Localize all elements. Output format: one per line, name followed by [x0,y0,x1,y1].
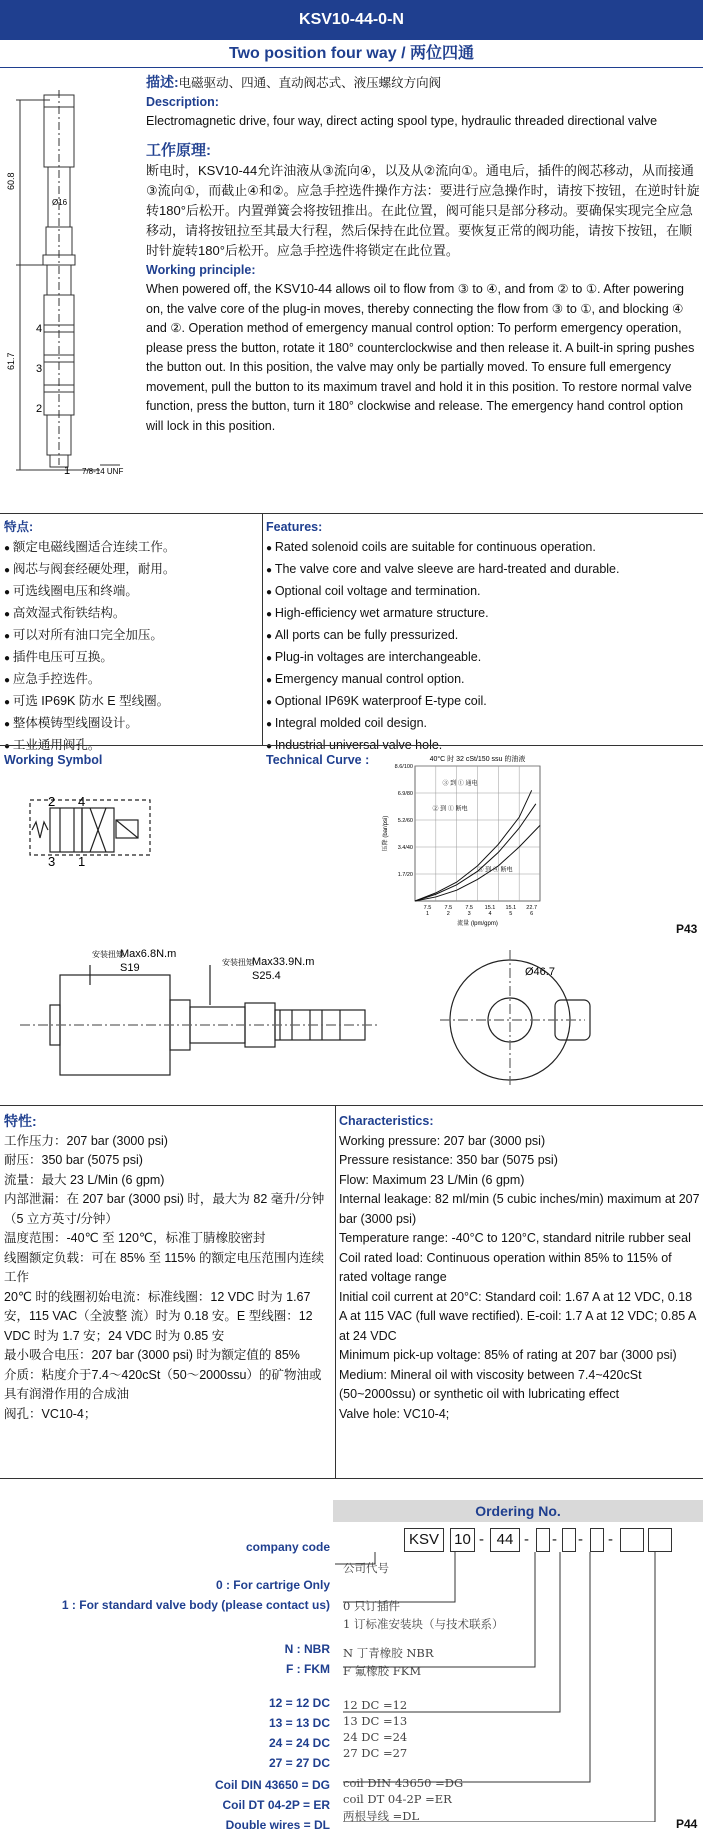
port-4-label: 4 [36,323,43,335]
spec-line: Temperature range: -40°C to 120°C, standard nitrile rubber seal [339,1231,691,1245]
page-number-p44: P44 [676,1817,698,1831]
chart-series-label: ② 到 ① 断电 [432,806,468,813]
specs-cn [4,1112,332,1424]
port-2-label: 2 [36,403,43,415]
seal-n-cn: N 丁青橡胶 NBR [343,1646,434,1660]
symbol-port-3: 3 [48,854,56,869]
chart-x-tick-label: 6 [530,911,534,917]
company-code-label: company code [245,1540,330,1554]
symbol-port-1: 1 [78,854,86,869]
dia-46-label: Ø46.7 [525,966,555,978]
list-item: ● Optional coil voltage and termination. [266,581,701,603]
chart-x-axis-label: 流量 (lpm/gpm) [457,921,498,927]
chart-y-tick-label: 8.6/100 [394,764,413,770]
dia-label: Ø16 [52,198,68,207]
torque1-label: 安装扭矩 [92,950,124,959]
spec-line: 内部泄漏：在 207 bar (3000 psi) 时，最大为 82 毫升/分钟（5 立方英寸/分钟） [4,1192,325,1226]
spec-line: Valve hole: VC10-4; [339,1406,450,1421]
coil-er-cn: coil DT 04-2P =ER [343,1792,452,1806]
voltage-12-label: 12 = 12 DC [268,1696,330,1710]
code-sep: - [524,1531,529,1548]
code-sep: - [479,1531,484,1548]
features-en [266,518,701,757]
voltage-27-label: 27 = 27 DC [268,1756,330,1770]
code-slot-2 [562,1528,576,1552]
voltage-13-label: 13 = 13 DC [268,1716,330,1730]
symbol-port-2: 2 [48,794,56,809]
cartridge-dimension-drawing [0,70,140,480]
spec-line: 阀孔：VC10-4； [4,1406,97,1421]
list-item: ● 可以对所有油口完全加压。 [4,625,259,647]
list-item: ● Industrial universal valve hole. [266,735,701,757]
specs-cn-title: 特性: [4,1113,37,1129]
code-ksv: KSV [404,1528,444,1552]
list-item: ● High-efficiency wet armature structure. [266,603,701,625]
technical-curve-chart [375,752,555,932]
dim-bottom-label: 61.7 [6,352,16,370]
voltage-13-cn: 13 DC =13 [343,1714,408,1728]
torque2-label: 安装扭矩 [222,958,254,967]
description-en-label: Description: [146,95,219,109]
principle-cn-text: 断电时，KSV10-44允许油液从③流向④，以及从②流向①。通电后，插件的阀芯移动，从而接通③流向①，而截止④和②。应急手控选件操作方法：要进行应急操作时，请按下按钮，在逆时针旋转180°后松开。内置弹簧会将按钮推出。在此位置，阀可能只是部分移动。要确保实现完全应急移动，请将按钮拉至其最大行程，然后保持在此位置。要恢复正常的阀功能，请按下按钮，在顺时针旋转180°后松开。应急手控选件将锁定在此位置。 [146,163,700,258]
list-item: ● 可选线圈电压和终端。 [4,581,259,603]
opt1-cn: 1 订标准安装块（与技术联系） [343,1617,504,1631]
list-item: ● Rated solenoid coils are suitable for continuous operation. [266,537,701,559]
spec-line: Internal leakage: 82 ml/min (5 cubic inches/min) maximum at 207 bar (3000 psi) [339,1192,700,1226]
chart-x-tick-label: 7.5 [465,905,473,911]
spec-line: 介质：粘度介于7.4～420cSt（50～2000ssu）的矿物油或具有润滑作用的合成油 [4,1367,322,1401]
torque1-value: Max6.8N.m [120,948,177,960]
chart-x-tick-label: 7.5 [423,905,432,911]
features-cn [4,518,259,757]
chart-x-tick-label: 4 [488,911,492,917]
coil-dg-cn: coil DIN 43650 =DG [343,1776,464,1790]
list-item: ● The valve core and valve sleeve are hard-treated and durable. [266,559,701,581]
seal-n-label: N : NBR [284,1642,330,1656]
spec-line: 工作压力：207 bar (3000 psi) [4,1133,168,1148]
seal-f-label: F : FKM [286,1662,330,1676]
chart-x-tick-label: 15.1 [484,905,496,911]
chart-y-tick-label: 5.2/60 [397,818,413,824]
curve-title: Technical Curve : [266,753,370,767]
voltage-12-cn: 12 DC =12 [343,1698,408,1712]
list-item: ● All ports can be fully pressurized. [266,625,701,647]
seal-f-cn: F 氟橡胶 FKM [343,1664,422,1678]
page-number-p43: P43 [676,922,698,936]
specs-en-title: Characteristics: [339,1114,434,1128]
spec-line: Pressure resistance: 350 bar (5075 psi) [339,1153,558,1167]
coil-dl-cn: 两根导线 =DL [343,1809,420,1823]
list-item: ● 额定电磁线圈适合连续工作。 [4,537,259,559]
dim-top-label: 60.8 [6,172,16,190]
spec-line: Coil rated load: Continuous operation within 85% to 115% of rated voltage range [339,1250,672,1284]
spec-line: Working pressure: 207 bar (3000 psi) [339,1133,546,1148]
port-1-label: 1 [64,465,71,477]
chart-x-tick-label: 7.5 [444,905,453,911]
page-title [0,0,703,40]
s19-label: S19 [120,962,140,974]
coil-dg-label: Coil DIN 43650 = DG [214,1778,330,1792]
list-item: ● 插件电压可互换。 [4,647,259,669]
subtitle: Two position four way / 两位四通 [0,40,703,68]
code-slot-4 [620,1528,644,1552]
code-slot-3 [590,1528,604,1552]
chart-x-tick-label: 3 [467,911,471,917]
chart-y-tick-label: 1.7/20 [397,872,413,878]
code-sep: - [578,1531,583,1548]
chart-x-tick-label: 1 [425,911,430,917]
features-en-title: Features: [266,520,323,534]
spec-line: 流量：最大 23 L/Min (6 gpm) [4,1172,165,1187]
coil-er-label: Coil DT 04-2P = ER [222,1798,330,1812]
opt1-label: 1 : For standard valve body (please contact us) [61,1598,330,1612]
features-cn-list [4,537,259,757]
spec-line: Flow: Maximum 23 L/Min (6 gpm) [339,1172,525,1187]
list-item: ● Plug-in voltages are interchangeable. [266,647,701,669]
code-sep: - [608,1531,613,1548]
opt0-label: 0 : For cartrige Only [215,1578,330,1592]
voltage-27-cn: 27 DC =27 [343,1746,408,1760]
description-cn-text: 电磁驱动、四通、直动阀芯式、液压螺纹方向阀 [178,76,442,90]
list-item: ● 阀芯与阀套经硬处理，耐用。 [4,559,259,581]
description-cn-label: 描述: [146,74,179,90]
port-3-label: 3 [36,363,43,375]
list-item: ● Emergency manual control option. [266,669,701,691]
code-slot-1 [536,1528,550,1552]
voltage-24-label: 24 = 24 DC [268,1736,330,1750]
chart-y-tick-label: 6.9/80 [397,791,413,797]
voltage-24-cn: 24 DC =24 [343,1730,408,1744]
spec-line: Medium: Mineral oil with viscosity between 7.4~420cSt (50~2000ssu) or synthetic oil with lubricating effect [339,1367,642,1401]
features-cn-title: 特点: [4,520,34,534]
list-item: ● Optional IP69K waterproof E-type coil. [266,691,701,713]
symbol-port-4: 4 [78,794,86,809]
list-item: ● 工业通用阀孔。 [4,735,259,757]
features-en-list [266,537,701,757]
specs-en [339,1112,701,1424]
chart-y-axis-label: 压降 (bar/psi) [383,815,389,852]
installation-drawing [0,945,703,1085]
symbol-title: Working Symbol [4,753,103,767]
s25-label: S25.4 [252,970,281,982]
spec-line: Initial coil current at 20°C: Standard coil: 1.67 A at 12 VDC, 0.18 A at 115 VAC (full wave rectified). E-coil: 1.7 A at 12 VDC; 0.85 A at 24 VDC [339,1289,696,1343]
chart-x-tick-label: 22.7 [526,905,538,911]
thread-label: 7/8-14 UNF [82,467,124,476]
description-en-text: Electromagnetic drive, four way, direct acting spool type, hydraulic threaded directional valve [146,114,658,128]
spec-line: 最小吸合电压：207 bar (3000 psi) 时为额定值的 85% [4,1348,300,1362]
chart-series-label: ③ 到 ① 通电 [442,780,478,787]
chart-x-tick-label: 15.1 [505,905,517,911]
chart-x-tick-label: 2 [446,911,450,917]
principle-en-text: When powered off, the KSV10-44 allows oil to flow from ③ to ④, and from ② to ①. After powering on, the valve core of the plug-in moves, thereby connecting the flow from ③ to ①, and blocking ④ and ②. Operation method of emergency manual control option: To perform emergency operation, please press the button, rotate it 180° counterclockwise and then release it. A built-in spring pushes the button out. In this position, the valve may only be partially moved. To ensure full emergency movement, pull the button to its maximum travel and hold it in this position. To restore normal valve function, press the button, turn it 180° clockwise and release. The emergency hand control option will lock in this position. [146,282,695,433]
company-code-cn: 公司代号 [343,1561,389,1575]
spec-line: 20℃ 时的线圈初始电流：标准线圈：12 VDC 时为 1.67 安，115 VAC（全波整 流）时为 0.18 安。E 型线圈：12 VDC 时为 1.7 安；24 VDC 时为 0.85 安 [4,1289,313,1343]
spec-line: Minimum pick-up voltage: 85% of rating at 207 bar (3000 psi) [339,1348,677,1362]
description-block [146,72,701,436]
chart-x-tick-label: 5 [509,911,513,917]
chart-y-tick-label: 3.4/40 [397,845,413,851]
list-item: ● 高效湿式衔铁结构。 [4,603,259,625]
chart-series-label: ③ 到 ④ 断电 [477,867,513,874]
chart-title: 40°C 时 32 cSt/150 ssu 的油液 [429,756,526,763]
principle-cn-label: 工作原理: [146,142,211,159]
list-item: ● 应急手控选件。 [4,669,259,691]
code-10: 10 [450,1528,475,1552]
list-item: ● Integral molded coil design. [266,713,701,735]
model-title: KSV10-44-0-N [299,11,404,28]
code-sep: - [552,1531,557,1548]
ordering-title: Ordering No. [333,1500,703,1522]
opt0-cn: 0 只订插件 [343,1599,400,1613]
principle-en-label: Working principle: [146,263,256,277]
spec-line: 温度范围：-40℃ 至 120℃，标准丁腈橡胶密封 [4,1231,266,1245]
list-item: ● 整体模铸型线圈设计。 [4,713,259,735]
torque2-value: Max33.9N.m [252,956,315,968]
spec-line: 线圈额定负载：可在 85% 至 115% 的额定电压范围内连续工作 [4,1250,324,1284]
code-44: 44 [490,1528,520,1552]
list-item: ● 可选 IP69K 防水 E 型线圈。 [4,691,259,713]
coil-dl-label: Double wires = DL [225,1818,330,1832]
spec-line: 耐压：350 bar (5075 psi) [4,1153,143,1167]
working-symbol [20,790,160,870]
code-slot-5 [648,1528,672,1552]
